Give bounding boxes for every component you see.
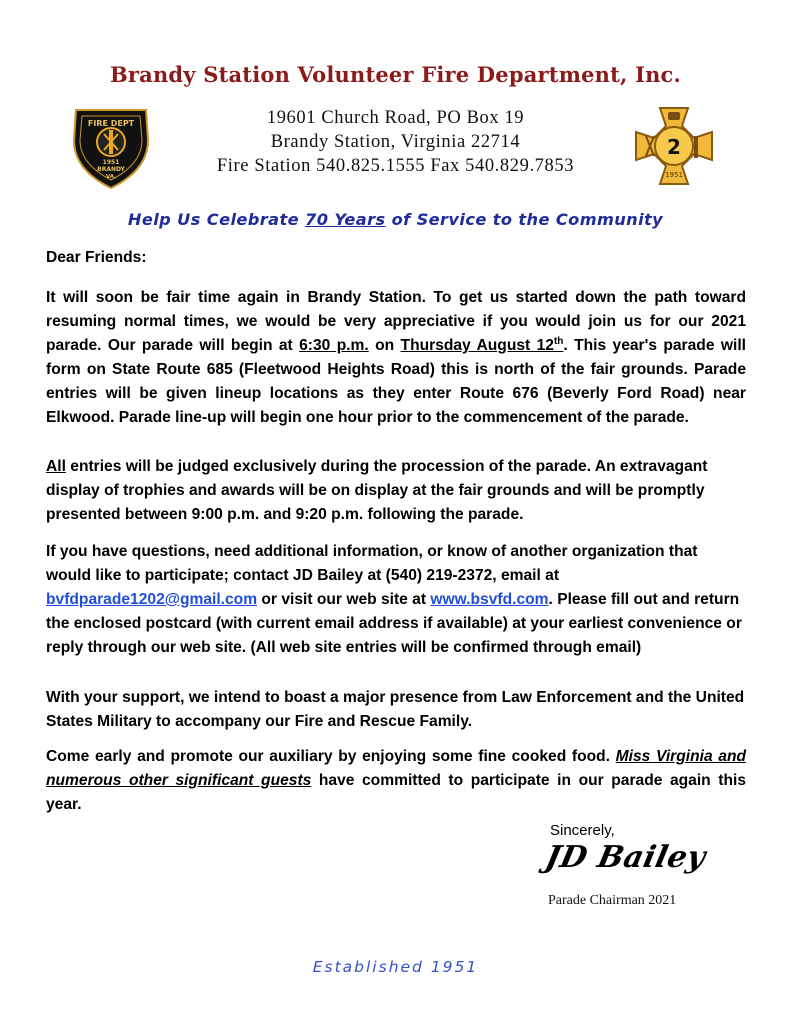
- patch-town: BRANDY: [97, 166, 125, 173]
- paragraph-contact: [46, 540, 746, 660]
- patch-top-text: FIRE DEPT: [87, 119, 135, 128]
- paragraph-support: With your support, we intend to boast a major presence from Law Enforcement and the United States Military to accompany our Fire and Rescue Family.: [46, 689, 745, 730]
- p1-text-a: It will soon be fair time again in Brandy Station. To get us started down the path toward resuming normal times, we would be very appreciative if you would join us for our 2021 parade. Our parade will begin at: [46, 289, 746, 354]
- paragraph-judging: [46, 455, 746, 527]
- parade-date-suffix: th: [553, 335, 564, 347]
- all-emphasis: All: [46, 458, 66, 475]
- website-link[interactable]: www.bsvfd.com: [430, 591, 549, 608]
- p3-text-c: . Please fill out and return the enclosed postcard (with current email address if available) at your earliest convenience or reply through our web site. (All web site entries will be confirmed through email): [46, 591, 742, 656]
- patch-year: 1951: [102, 159, 120, 166]
- parade-date-text: Thursday August 12: [400, 337, 554, 354]
- cross-number: 2: [667, 135, 681, 159]
- address-line-1: 19601 Church Road, PO Box 19: [266, 108, 525, 128]
- maltese-cross-icon: [632, 104, 716, 188]
- patch-state: VA.: [105, 174, 117, 180]
- parade-date: [401, 337, 564, 354]
- address-line-3: Fire Station 540.825.1555 Fax 540.829.7853: [216, 156, 575, 176]
- footer-established: Established 1951: [312, 958, 479, 976]
- headline-before: Help Us Celebrate: [127, 210, 306, 229]
- signature: JD Bailey: [542, 840, 709, 875]
- p3-text-a: If you have questions, need additional information, or know of another organization that would like to participate; contact JD Bailey at (540) 219-2372, email at: [46, 543, 698, 584]
- headline: [0, 210, 791, 229]
- closing: Sincerely,: [550, 822, 615, 839]
- address-line-2: Brandy Station, Virginia 22714: [270, 132, 521, 152]
- p5-text-a: Come early and promote our auxiliary by enjoying some fine cooked food.: [46, 748, 616, 765]
- p1-text-c: . This year's parade will form on State Route 685 (Fleetwood Heights Road) this is north of the fair grounds. Parade entries will be given lineup locations as they enter Route 676 (Beverly Ford Road) near Elkwood. Parade line-up will begin one hour prior to the commencement of the parade.: [46, 337, 746, 426]
- greeting: Dear Friends:: [46, 249, 147, 266]
- headline-after: of Service to the Community: [385, 210, 664, 229]
- cross-year: 1951: [665, 171, 683, 179]
- email-link[interactable]: bvfdparade1202@gmail.com: [46, 591, 258, 608]
- p5-text-b: have committed to participate in our parade again this year.: [46, 772, 746, 813]
- paragraph-guests: [46, 745, 746, 817]
- headline-emphasis: 70 Years: [305, 210, 386, 229]
- org-name: Brandy Station Volunteer Fire Department, Inc.: [109, 62, 682, 87]
- signer-title: Parade Chairman 2021: [548, 893, 677, 908]
- parade-time: 6:30 p.m.: [299, 337, 369, 354]
- fire-dept-patch-icon: [68, 100, 154, 190]
- p3-text-b: or visit our web site at: [257, 591, 431, 608]
- p2-text: entries will be judged exclusively during the procession of the parade. An extravagant display of trophies and awards will be on display at the fair grounds and will be promptly presented between 9:00 p.m. and 9:20 p.m. following the parade.: [46, 458, 708, 523]
- guests-emphasis: Miss Virginia and numerous other significant guests: [46, 748, 746, 789]
- paragraph-parade-details: [46, 286, 746, 430]
- p1-text-b: on: [368, 337, 401, 354]
